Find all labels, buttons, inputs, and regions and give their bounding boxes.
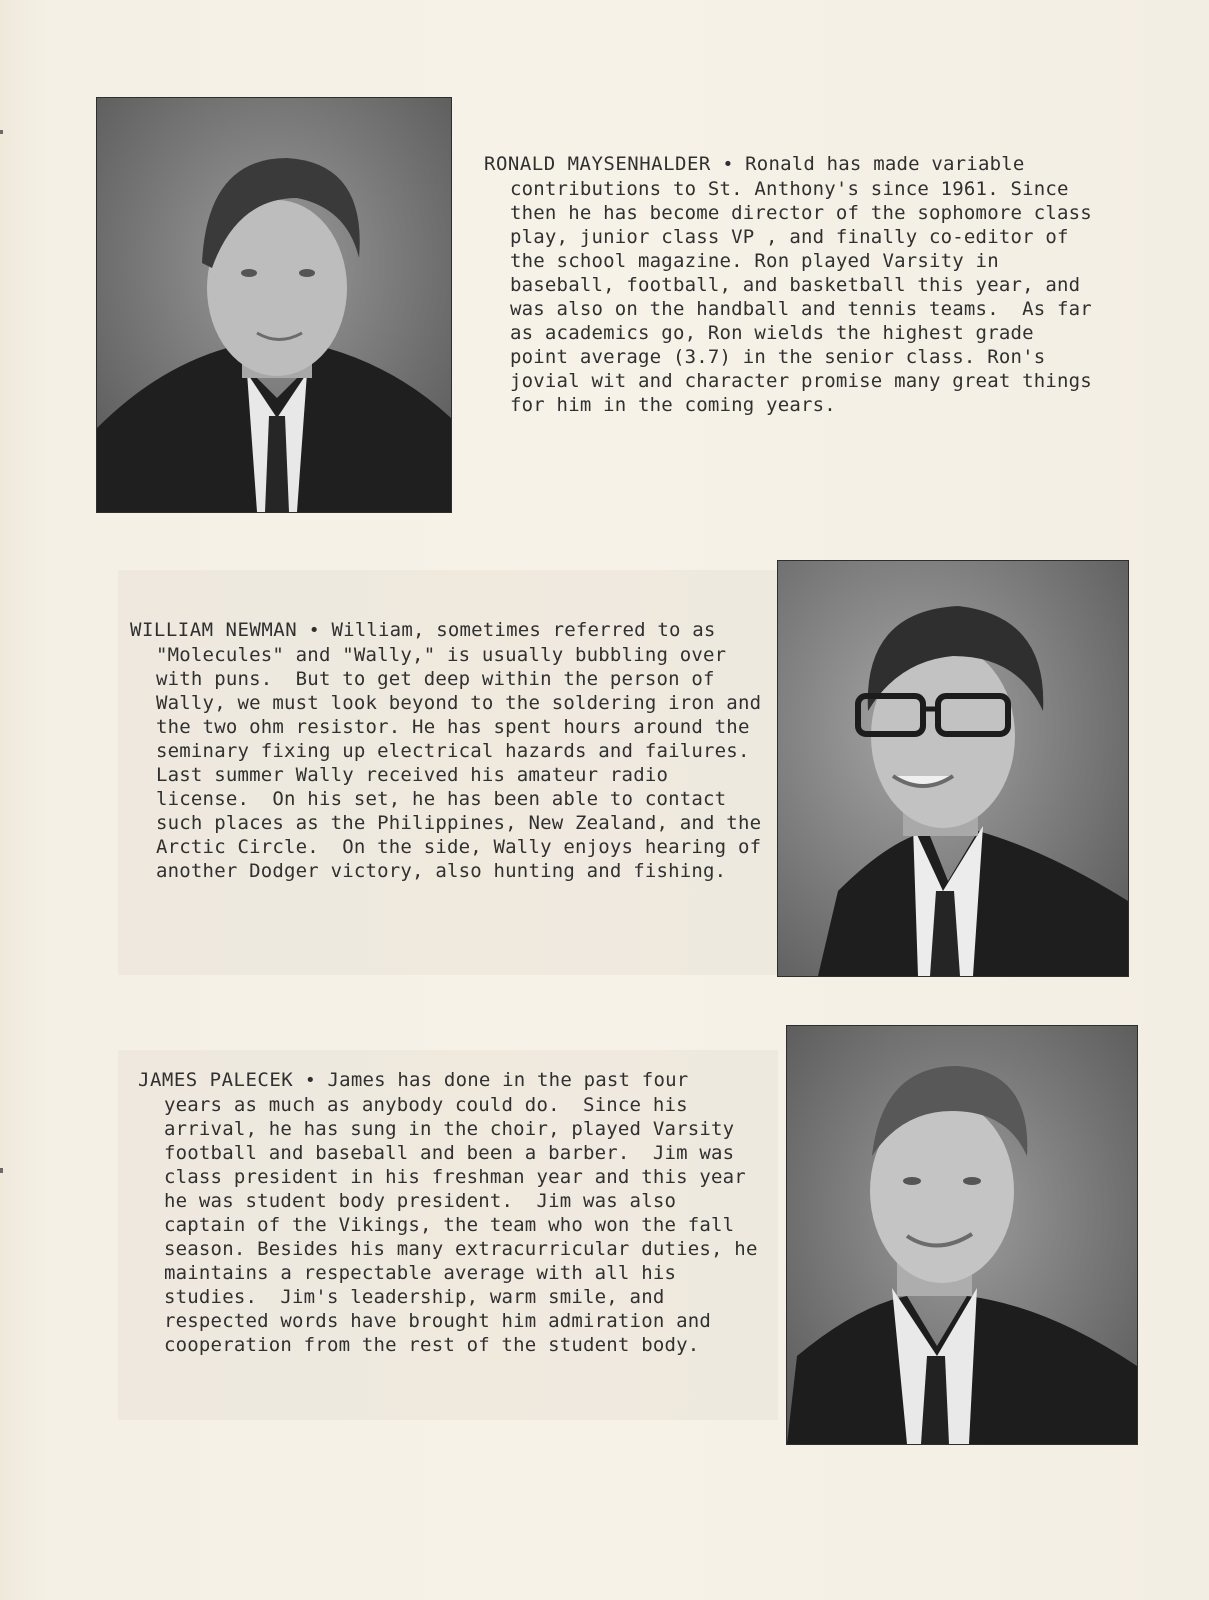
student-name: WILLIAM NEWMAN [130, 619, 298, 641]
bio-james [138, 1068, 770, 1357]
portrait-photo-william [777, 560, 1129, 977]
portrait-photo-james [786, 1025, 1138, 1445]
bullet-separator: • [722, 154, 734, 175]
page-edge-mark [0, 1168, 3, 1173]
student-name: JAMES PALECEK [138, 1069, 294, 1091]
bio-text: William, sometimes referred to as "Molecules" and "Wally," is usually bubbling over with puns. But to get deep within the person of Wally, we must look beyond to the soldering iron and the two ohm resistor. He has spent hours around the seminary fixing up electrical hazards and failures. Last summer Wally received his amateur radio license. On his set, he has been able to contact such places as the Philippines, New Zealand, and the Arctic Circle. On the side, Wally enjoys hearing of another Dodger victory, also hunting and fishing. [156, 619, 773, 882]
bio-ronald [484, 152, 1104, 417]
bio-text: James has done in the past four years as much as anybody could do. Since his arrival, he has sung in the choir, played Varsity football and baseball and been a barber. Jim was class president in his freshman year and this year he was student body president. Jim was also captain of the Vikings, the team who won the fall season. Besides his many extracurricular duties, he maintains a respectable average with all his studies. Jim's leadership, warm smile, and respected words have brought him admiration and cooperation from the rest of the student body. [164, 1069, 770, 1356]
bullet-separator: • [308, 620, 320, 641]
bullet-separator: • [304, 1070, 316, 1091]
student-name: RONALD MAYSENHALDER [484, 153, 711, 175]
portrait-photo-ronald [96, 97, 452, 513]
page-edge-mark [0, 130, 3, 134]
bio-text: Ronald has made variable contributions to St. Anthony's since 1961. Since then he has become director of the sophomore class play, junior class VP , and finally co-editor of the school magazine. Ron played Varsity in baseball, football, and basketball this year, and was also on the handball and tennis teams. As far as academics go, Ron wields the highest grade point average (3.7) in the senior class. Ron's jovial wit and character promise many great things for him in the coming years. [510, 153, 1104, 416]
bio-william [130, 618, 773, 883]
